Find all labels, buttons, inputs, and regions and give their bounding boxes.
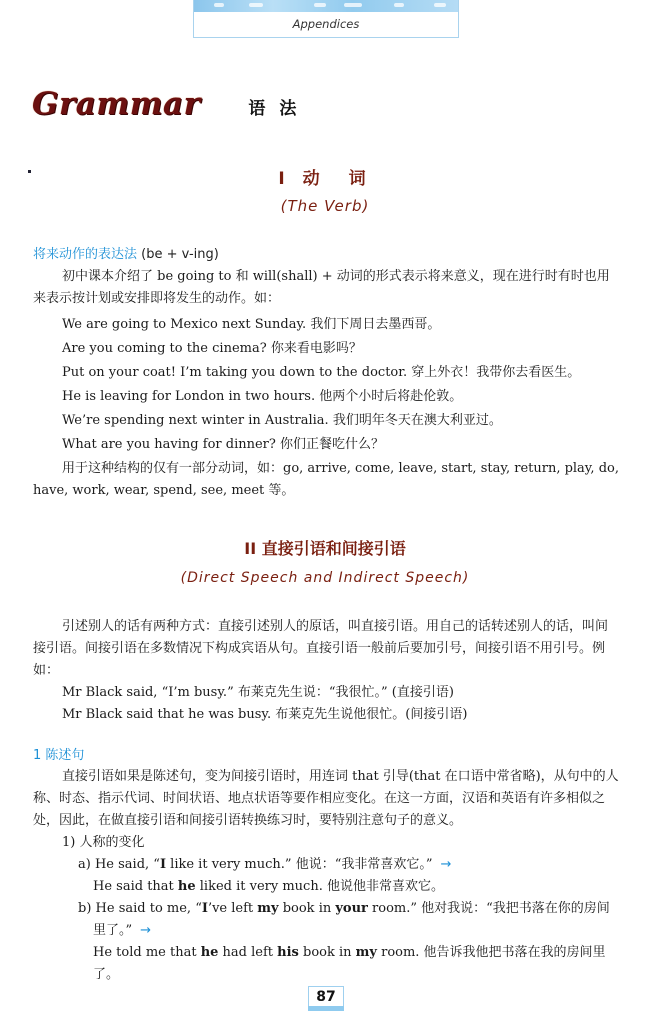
section-2-subtitle: (Direct Speech and Indirect Speech) (180, 570, 470, 586)
example-line: Mr Black said that he was busy. 布莱克先生说他很忙。(间接引语) (62, 707, 468, 722)
example-line: Mr Black said, “I’m busy.” 布莱克先生说：“我很忙。” (直接引语) (62, 685, 454, 700)
heading-en: (be + v-ing) (141, 247, 219, 262)
example-line: We are going to Mexico next Sunday. 我们下周日去墨西哥。 (62, 317, 441, 332)
page-number: 87 (308, 986, 344, 1011)
intro-paragraph: 引述别人的话有两种方式：直接引述别人的原话，叫直接引语。用自己的话转述别人的话，叫间接引语。间接引语在多数情况下构成宾语从句。直接引语一般前后要加引号，间接引语不用引号。例如： (33, 619, 609, 678)
example-b-direct-continued: 里了。” → (93, 923, 152, 938)
section-2-title: II 直接引语和间接引语 (244, 539, 406, 558)
arrow-icon: → (140, 923, 152, 938)
example-b-indirect: He told me that he had left his book in my room. 他告诉我他把书落在我的房间里了。 (93, 945, 606, 982)
header-label: Appendices (292, 17, 360, 31)
title-english: Grammar (32, 86, 201, 122)
example-b-direct: b) He said to me, “I’ve left my book in your room.” 他对我说：“我把书落在你的房间 (78, 901, 610, 916)
verb-list-note: 用于这种结构的仅有一部分动词，如：go, arrive, come, leave, start, stay, return, play, do, have, work, wear, spend, see, meet 等。 (33, 461, 619, 498)
statement-paragraph: 直接引语如果是陈述句，变为间接引语时，用连词 that 引导(that 在口语中常省略)，从句中的人称、时态、指示代词、时间状语、地点状语等要作相应变化。在这一方面，汉语和英语有许多相似之处，因此，在做直接引语和间接引语转换练习时，要特别注意句子的意义。 (33, 769, 619, 828)
heading-cn: 将来动作的表达法 (33, 247, 138, 262)
intro-paragraph: 初中课本介绍了 be going to 和 will(shall) + 动词的形式表示将来意义，现在进行时有时也用来表示按计划或安排即将发生的动作。如： (33, 269, 610, 306)
section-1-title: I 动 词 (278, 169, 372, 189)
arrow-icon: → (440, 857, 452, 872)
running-header (193, 0, 459, 38)
example-a-direct: a) He said, “I like it very much.” 他说：“我非常喜欢它。” → (78, 857, 452, 872)
section-1-body (33, 266, 619, 502)
section-2-body (33, 616, 619, 726)
header-decorative-strip (194, 0, 458, 12)
title-chinese: 语法 (248, 99, 311, 119)
page-title (32, 86, 310, 122)
section-1-subtitle: (The Verb) (280, 197, 370, 215)
example-line: Are you coming to the cinema? 你来看电影吗？ (62, 341, 362, 356)
subsection-heading: 1 陈述句 (33, 748, 85, 763)
section-1-heading (33, 243, 219, 262)
example-line: What are you having for dinner? 你们正餐吃什么？ (62, 437, 384, 452)
example-line: Put on your coat! I’m taking you down to the doctor. 穿上外衣！我带你去看医生。 (62, 365, 581, 380)
example-line: He is leaving for London in two hours. 他两个小时后将赴伦敦。 (62, 389, 463, 404)
example-a-indirect: He said that he liked it very much. 他说他非常喜欢它。 (93, 879, 444, 894)
point-heading: 1) 人称的变化 (62, 835, 145, 850)
subsection-body (33, 766, 619, 986)
example-line: We’re spending next winter in Australia. 我们明年冬天在澳大利亚过。 (62, 413, 502, 428)
